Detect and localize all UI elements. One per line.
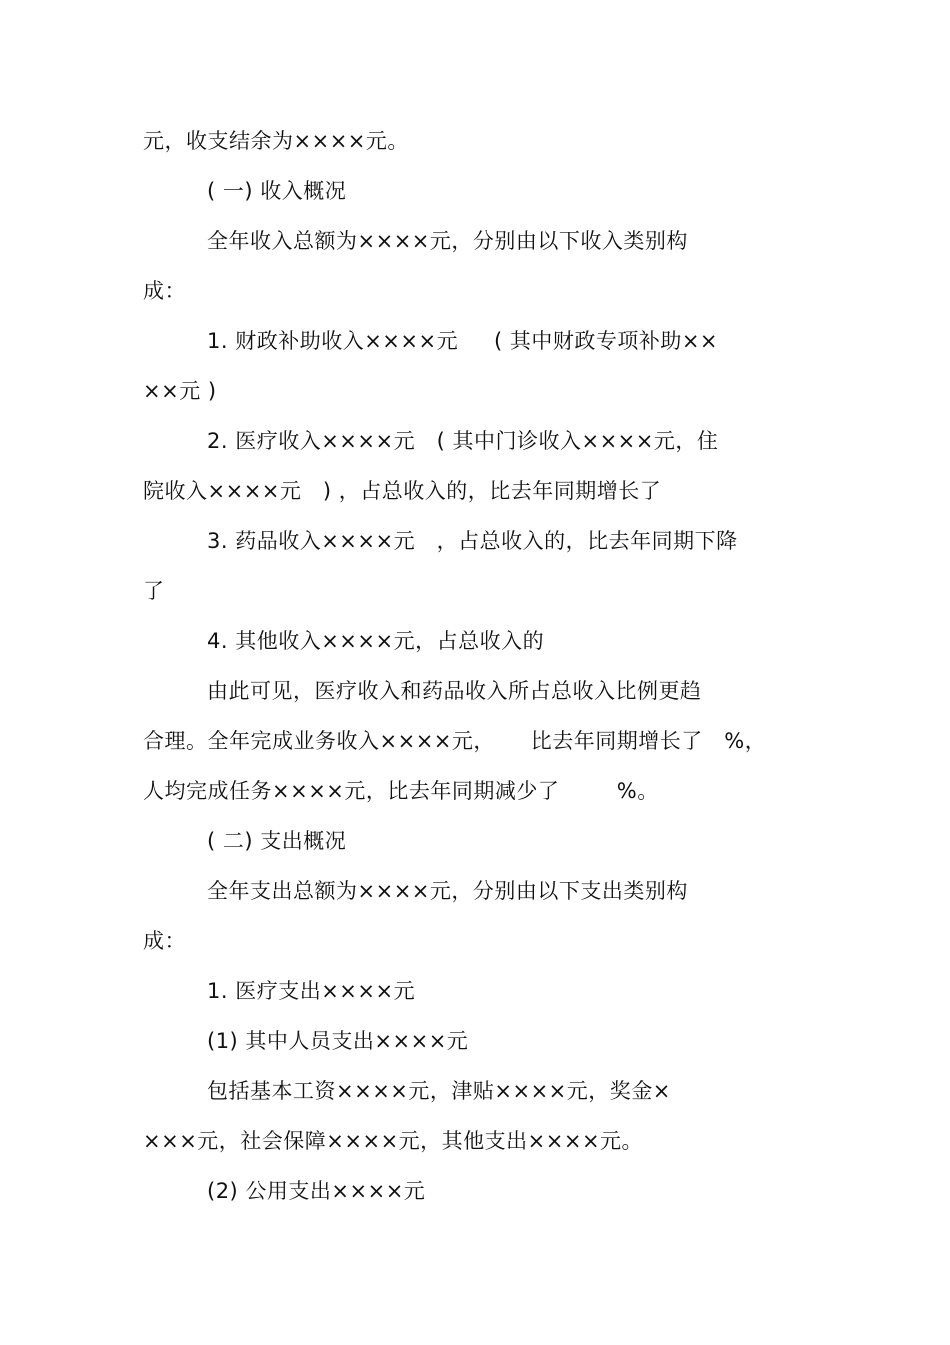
text-line-per-capita: 人均完成任务××××元，比去年同期减少了 %。 [143, 779, 659, 803]
section-heading-expenditure: ( 二) 支出概况 [207, 829, 347, 853]
text-line-expenditure-total: 全年支出总额为××××元，分别由以下支出类别构 [207, 879, 688, 903]
list-item-medical-income-cont: 院收入××××元 ) ，占总收入的，比去年同期增长了 [143, 479, 662, 503]
text-line-income-total: 全年收入总额为××××元，分别由以下收入类别构 [207, 229, 688, 253]
list-item-public-expenditure: (2) 公用支出××××元 [207, 1179, 426, 1203]
list-item-medical-income: 2. 医疗收入××××元 ( 其中门诊收入××××元，住 [207, 429, 719, 453]
list-item-fiscal-subsidy-cont: ××元 ) [143, 379, 217, 403]
list-item-medical-expenditure: 1. 医疗支出××××元 [207, 979, 416, 1003]
list-item-personnel-expenditure: (1) 其中人员支出××××元 [207, 1029, 469, 1053]
text-line-balance: 元，收支结余为××××元。 [143, 129, 409, 153]
list-item-fiscal-subsidy: 1. 财政补助收入××××元 ( 其中财政专项补助×× [207, 329, 719, 353]
text-line-income-total-cont: 成： [143, 279, 186, 303]
text-line-personnel-detail-cont: ×××元，社会保障××××元，其他支出××××元。 [143, 1129, 644, 1153]
text-line-personnel-detail: 包括基本工资××××元，津贴××××元，奖金× [207, 1079, 671, 1103]
list-item-drug-income-cont: 了 [143, 579, 165, 603]
list-item-other-income: 4. 其他收入××××元，占总收入的 [207, 629, 545, 653]
text-line-conclusion: 由此可见，医疗收入和药品收入所占总收入比例更趋 [207, 679, 702, 703]
list-item-drug-income: 3. 药品收入××××元 ，占总收入的，比去年同期下降 [207, 529, 738, 553]
text-line-conclusion-cont: 合理。全年完成业务收入××××元， 比去年同期增长了 %， [143, 729, 767, 753]
text-line-expenditure-total-cont: 成： [143, 929, 186, 953]
section-heading-income: ( 一) 收入概况 [207, 179, 347, 203]
